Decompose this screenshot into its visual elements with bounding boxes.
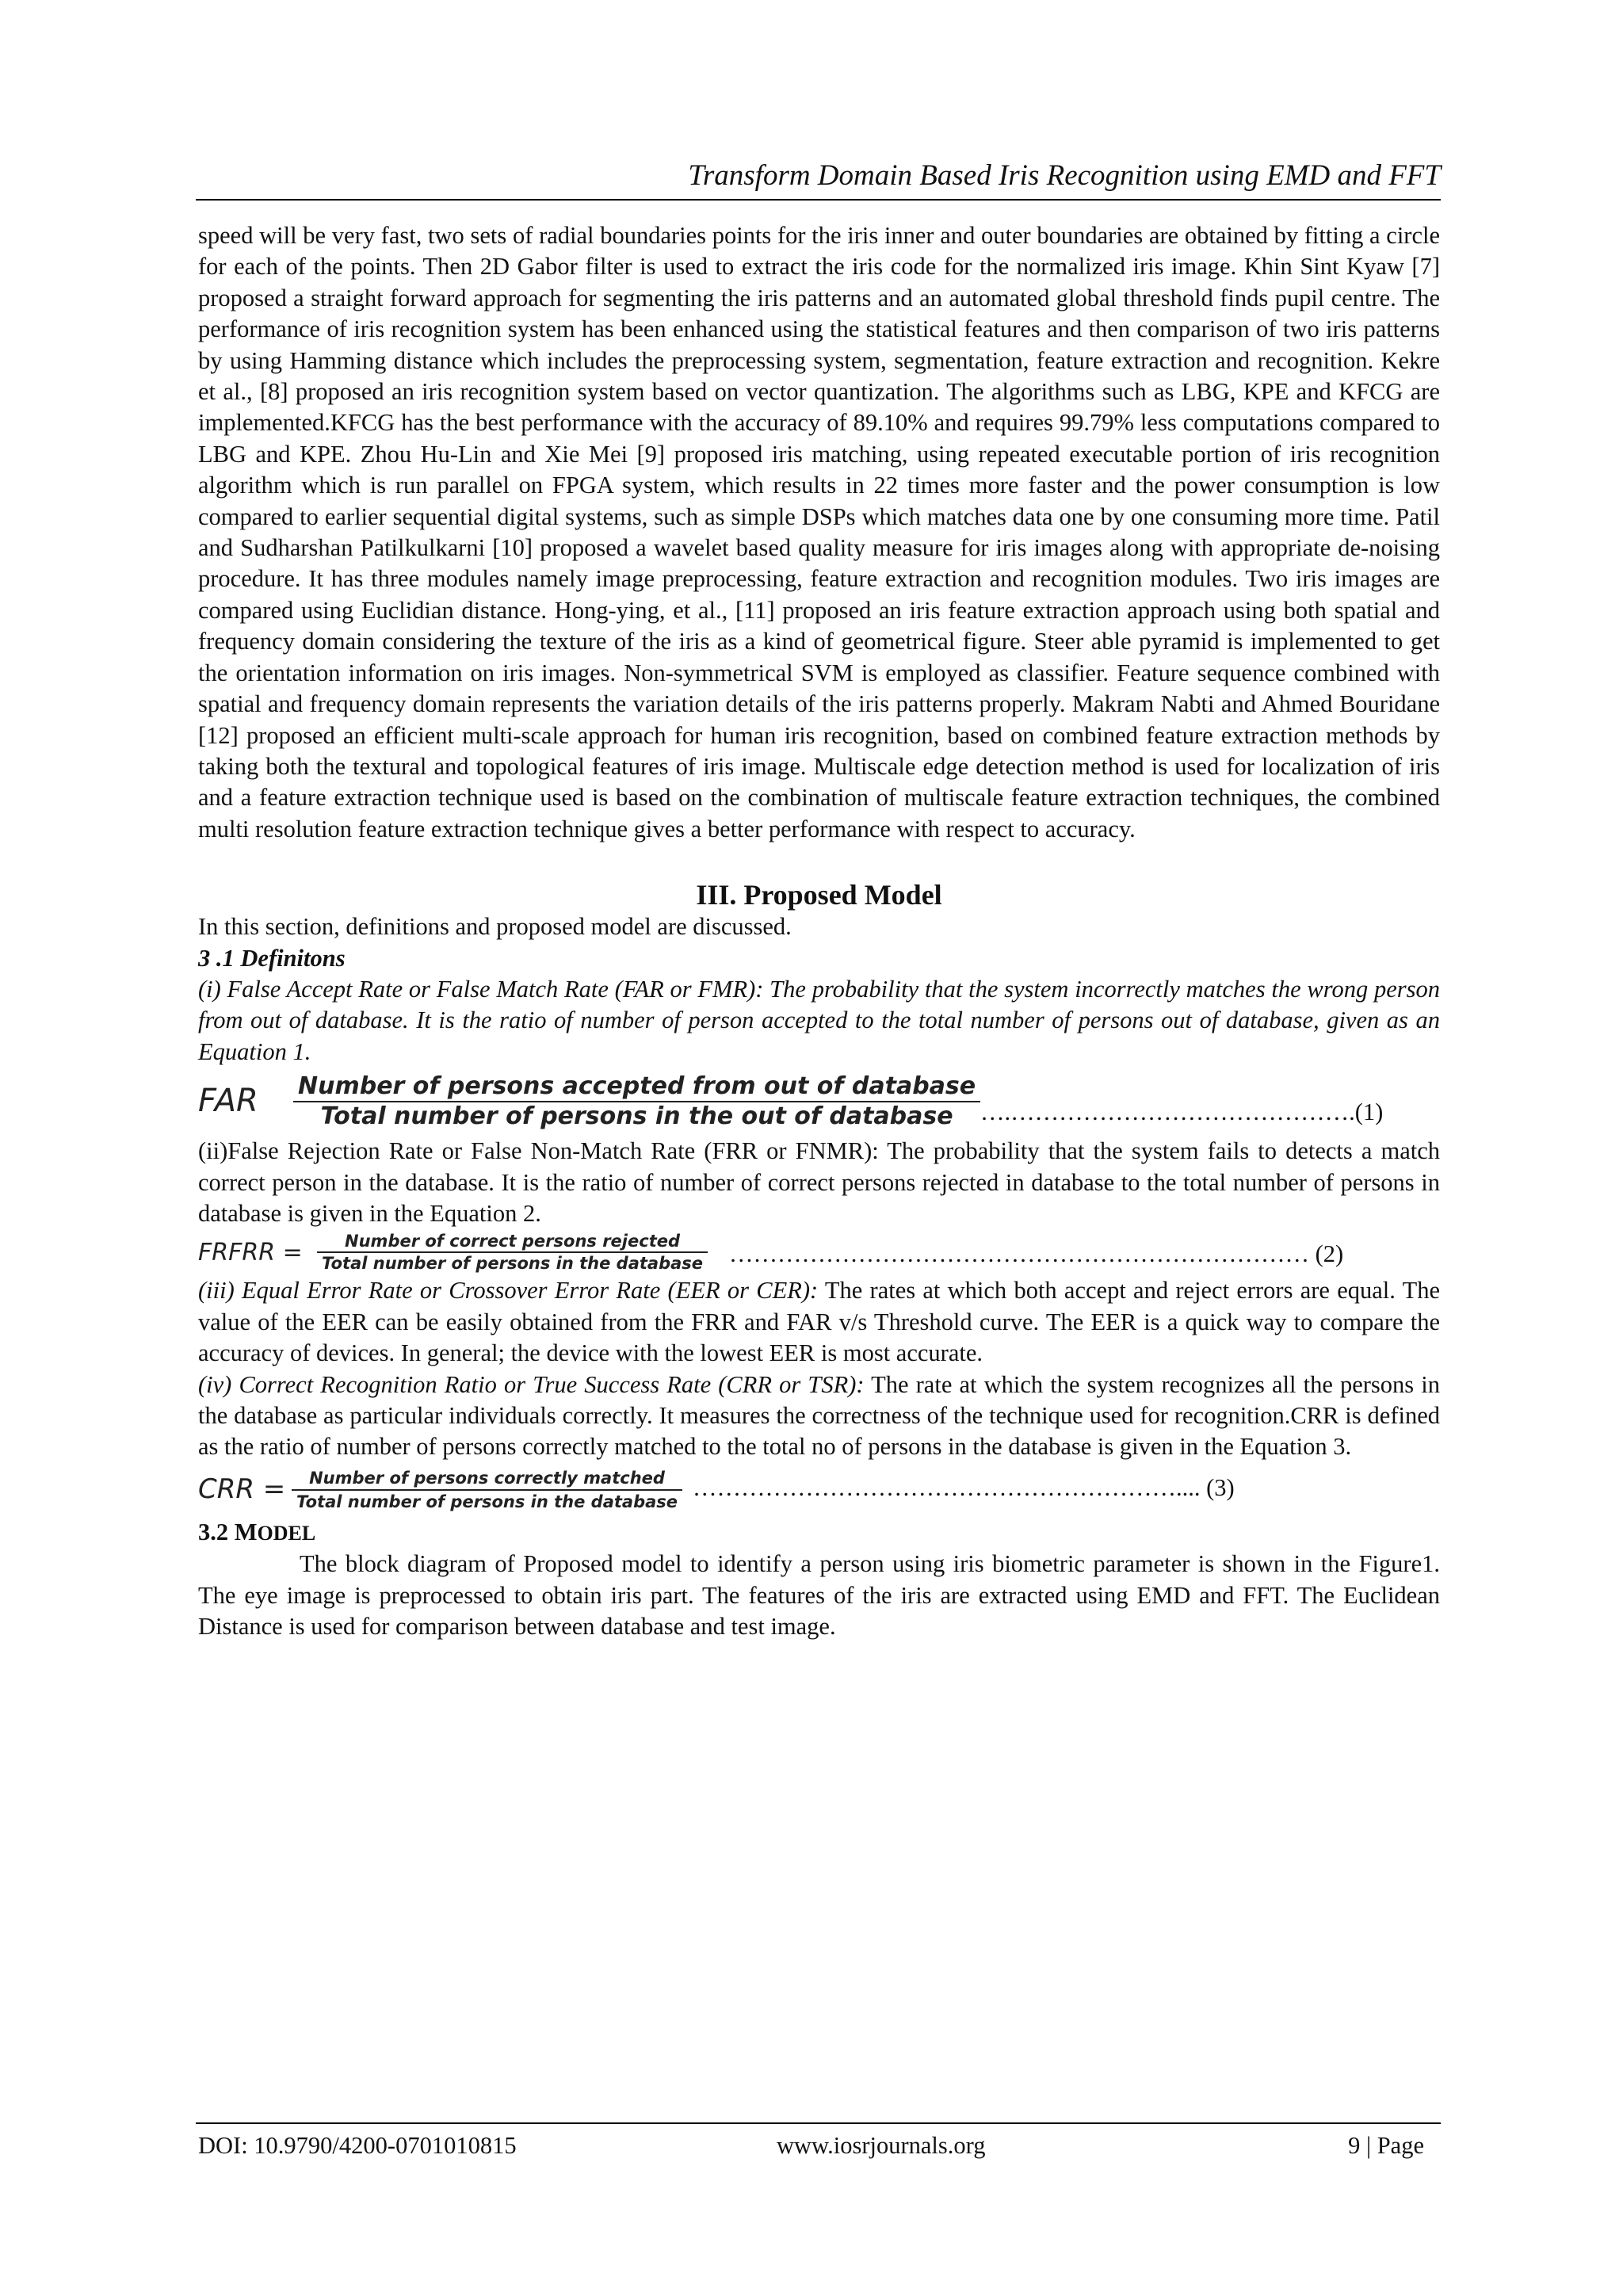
equation-3-number: …………………………………………………….... (3) <box>693 1473 1235 1501</box>
section-intro: In this section, definitions and proposed model are discussed. <box>198 913 792 941</box>
equation-3-fraction <box>292 1467 682 1513</box>
equation-2-numerator: Number of correct persons rejected <box>345 1232 681 1251</box>
equation-1-number: ….…………………………………….(1) <box>980 1098 1384 1126</box>
footer-rule <box>196 2122 1441 2124</box>
page-body <box>198 220 1440 1642</box>
equation-3-lhs: CRR = <box>198 1473 286 1506</box>
equation-1 <box>198 1068 1440 1136</box>
related-work-paragraph: speed will be very fast, two sets of radial boundaries points for the iris inner and outer boundaries are obtained by fitting a circle for each of the points. Then 2D Gabor filter is used to extract the iris code for the normalized iris image. Khin Sint Kyaw [7] proposed a straight forward approach for segmenting the iris patterns and an automated global threshold finds pupil centre. The performance of iris recognition system has been enhanced using the statistical features and then comparison of two iris patterns by using Hamming distance which includes the preprocessing system, segmentation, feature extraction and recognition. Kekre et al., [8] proposed an iris recognition system based on vector quantization. The algorithms such as LBG, KPE and KFCG are implemented.KFCG has the best performance with the accuracy of 89.10% and requires 99.79% less computations compared to LBG and KPE. Zhou Hu-Lin and Xie Mei [9] proposed iris matching, using repeated executable portion of iris recognition algorithm which is run parallel on FPGA system, which results in 22 times more faster and the power consumption is low compared to earlier sequential digital systems, such as simple DSPs which matches data one by one consuming more time. Patil and Sudharshan Patilkulkarni [10] proposed a wavelet based quality measure for iris images along with appropriate de-noising procedure. It has three modules namely image preprocessing, feature extraction and recognition modules. Two iris images are compared using Euclidian distance. Hong-ying, et al., [11] proposed an iris feature extraction approach using both spatial and frequency domain considering the texture of the iris as a kind of geometrical figure. Steer able pyramid is implemented to get the orientation information on iris images. Non-symmetrical SVM is employed as classifier. Feature sequence combined with spatial and frequency domain represents the variation details of the iris patterns properly. Makram Nabti and Ahmed Bouridane [12] proposed an efficient multi-scale approach for human iris recognition, based on combined feature extraction methods by taking both the textural and topological features of iris image. Multiscale edge detection method is used for localization of iris and a feature extraction technique used is based on the combination of multiscale feature extraction techniques, the combined multi resolution feature extraction technique gives a better performance with respect to accuracy. <box>198 222 1440 842</box>
equation-2-lhs: FRFRR = <box>198 1238 303 1266</box>
model-paragraph: The block diagram of Proposed model to identify a person using iris biometric parameter is shown in the Figure1. The eye image is preprocessed to obtain iris part. The features of the iris are extracted using EMD and FFT. The Euclidean Distance is used for comparison between database and test image. <box>198 1550 1440 1641</box>
section-title: III. Proposed Model <box>696 879 942 911</box>
equation-3-numerator: Number of persons correctly matched <box>309 1468 665 1488</box>
equation-3 <box>198 1463 1440 1517</box>
model-heading-number: 3.2 M <box>198 1518 258 1545</box>
definition-crr <box>198 1370 1440 1463</box>
model-heading <box>198 1517 1440 1549</box>
model-heading-rest: ODEL <box>257 1521 316 1545</box>
footer-site: www.iosrjournals.org <box>777 2132 986 2159</box>
definition-far: (i) False Accept Rate or False Match Rate (FAR or FMR): The probability that the system incorrectly matches the wrong person from out of database. It is the ratio of number of person accepted to the total number of persons out of database, given as an Equation 1. <box>198 975 1440 1065</box>
definition-crr-text: The rate at which the system recognizes all the persons in the database as particular individuals correctly. It measures the correctness of the technique used for recognition.CRR is defined as the ratio of number of persons correctly matched to the total no of persons in the database is given in the Equation 3. <box>198 1370 1440 1461</box>
header-rule <box>196 199 1441 201</box>
definition-frr: (ii)False Rejection Rate or False Non-Match Rate (FRR or FNMR): The probability that the system fails to detects a match correct person in the database. It is the ratio of number of correct persons rejected in database to the total number of persons in database is given in the Equation 2. <box>198 1137 1440 1227</box>
equation-1-denominator: Total number of persons in the out of database <box>320 1102 953 1131</box>
definition-crr-label: (iv) Correct Recognition Ratio or True Success Rate (CRR or TSR): <box>198 1370 865 1398</box>
footer-page-number: 9 | Page <box>1348 2132 1424 2159</box>
definition-eer-text: The rates at which both accept and reject errors are equal. The value of the EER can be easily obtained from the FRR and FAR v/s Threshold curve. The EER is a quick way to compare the accuracy of devices. In general; the device with the lowest EER is most accurate. <box>198 1277 1440 1367</box>
equation-1-fraction <box>293 1072 980 1131</box>
equation-2-denominator: Total number of persons in the database <box>322 1254 704 1274</box>
subsection-heading: 3 .1 Definitons <box>198 944 346 972</box>
equation-1-lhs: FAR <box>198 1083 258 1120</box>
equation-2 <box>198 1229 1440 1275</box>
equation-2-fraction <box>317 1231 708 1274</box>
running-title: Transform Domain Based Iris Recognition using EMD and FFT <box>688 159 1441 192</box>
equation-2-number: ……………………………………………………………… (2) <box>729 1240 1344 1268</box>
equation-1-numerator: Number of persons accepted from out of database <box>298 1072 976 1101</box>
equation-3-denominator: Total number of persons in the database <box>296 1492 678 1511</box>
definition-eer-label: (iii) Equal Error Rate or Crossover Error Rate (EER or CER): <box>198 1277 819 1305</box>
definition-eer <box>198 1275 1440 1369</box>
footer-doi: DOI: 10.9790/4200-0701010815 <box>198 2132 517 2159</box>
